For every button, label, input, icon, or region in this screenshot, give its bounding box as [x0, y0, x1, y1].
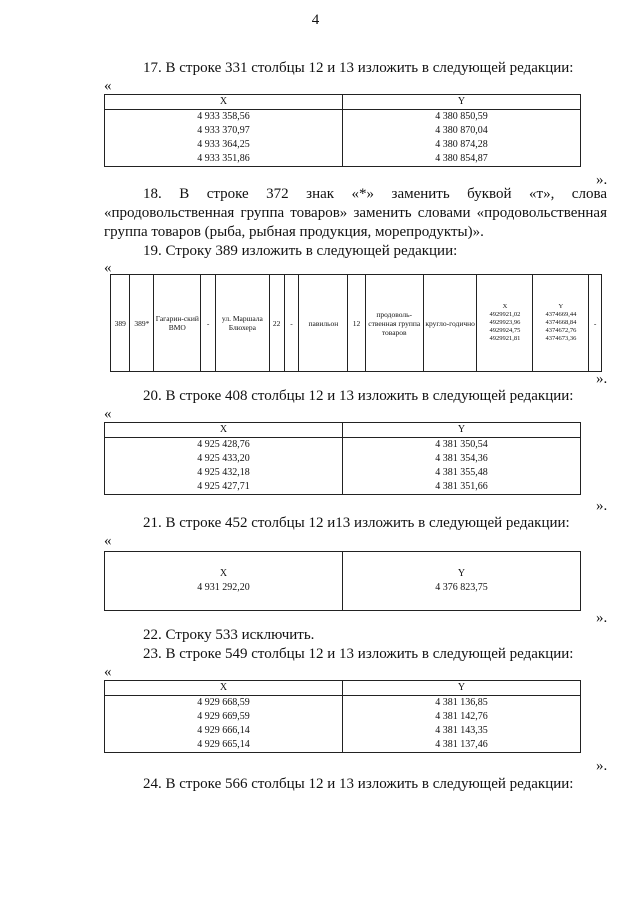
y-value: 4 381 354,36 [435, 453, 488, 464]
y-header: Y [343, 681, 581, 696]
x-value: 4 925 432,18 [197, 467, 250, 478]
y-header: Y [343, 95, 581, 110]
y-value: 4 381 355,48 [435, 467, 488, 478]
coordinates-table-3 [104, 551, 581, 611]
x-value: 4 925 428,76 [197, 439, 250, 450]
y-header: Y [343, 423, 581, 438]
item-20-text: 20. В строке 408 столбцы 12 и 13 изложить в следующей редакции: [143, 388, 574, 404]
x-values [105, 438, 343, 495]
page-number: 4 [311, 12, 320, 28]
item-24-text: 24. В строке 566 столбцы 12 и 13 изложить в следующей редакции: [143, 776, 574, 792]
x-coordinates [477, 275, 533, 372]
product-group: продоволь-ственная группа товаров [365, 275, 423, 372]
y-value: 4374672,76 [545, 327, 577, 334]
close-quote: ». [596, 610, 608, 626]
open-quote: « [104, 78, 112, 94]
item-22-text: 22. Строку 533 исключить. [143, 627, 315, 643]
y-value: 4 381 143,35 [435, 725, 488, 736]
y-value: 4 381 351,66 [435, 481, 488, 492]
y-coordinates [533, 275, 589, 372]
y-values [343, 438, 581, 495]
open-quote: « [104, 533, 112, 549]
x-value: 4 929 669,59 [197, 711, 250, 722]
close-quote: ». [596, 498, 608, 514]
open-quote: « [104, 260, 112, 276]
x-value: 4 931 292,20 [197, 582, 250, 593]
x-header: X [105, 423, 343, 438]
y-header: Y [558, 303, 564, 310]
x-value: 4 933 351,86 [197, 153, 250, 164]
y-value: 4 380 850,59 [435, 111, 488, 122]
x-header: X [219, 568, 228, 579]
y-value: 4 381 136,85 [435, 697, 488, 708]
x-value: 4929924,75 [489, 327, 521, 334]
item-18-line-3: группа товаров (рыба, рыбная продукция, морепродукты)». [104, 224, 484, 240]
x-values [105, 110, 343, 167]
dash-cell: - [201, 275, 216, 372]
y-value: 4 381 142,76 [435, 711, 488, 722]
item-19-text: 19. Строку 389 изложить в следующей редакции: [143, 243, 458, 259]
y-header: Y [457, 568, 466, 579]
x-header: X [502, 303, 508, 310]
x-value: 4 925 427,71 [197, 481, 250, 492]
open-quote: « [104, 406, 112, 422]
item-17-text: 17. В строке 331 столбцы 12 и 13 изложить в следующей редакции: [143, 60, 574, 76]
x-value: 4 933 358,56 [197, 111, 250, 122]
x-value: 4929923,96 [489, 319, 521, 326]
y-value: 4374668,84 [545, 319, 577, 326]
y-values [343, 696, 581, 753]
open-quote: « [104, 664, 112, 680]
x-value: 4 929 666,14 [197, 725, 250, 736]
item-21-text: 21. В строке 452 столбцы 12 и13 изложить в следующей редакции: [143, 515, 570, 531]
object-type: павильон [299, 275, 348, 372]
x-value: 4 925 433,20 [197, 453, 250, 464]
district: Гагарин-ский ВМО [154, 275, 201, 372]
street: ул. Маршала Блюхера [216, 275, 270, 372]
y-value: 4 380 874,28 [435, 139, 488, 150]
y-value: 4 381 350,54 [435, 439, 488, 450]
x-value: 4 933 370,97 [197, 125, 250, 136]
close-quote: ». [596, 371, 608, 387]
x-cell [105, 552, 343, 611]
row-number: 389 [111, 275, 130, 372]
x-value: 4929921,02 [489, 311, 521, 318]
dash-cell: - [284, 275, 299, 372]
close-quote: ». [596, 758, 608, 774]
item-18-line-1: 18. В строке 372 знак «*» заменить буквой «т», слова [143, 186, 607, 202]
coordinates-table-4 [104, 680, 581, 753]
period: кругло-годично [423, 275, 477, 372]
row-389-table [110, 274, 602, 372]
y-cell [343, 552, 581, 611]
coordinates-table-2 [104, 422, 581, 495]
x-value: 4 929 665,14 [197, 739, 250, 750]
y-value: 4374669,44 [545, 311, 577, 318]
x-value: 4 933 364,25 [197, 139, 250, 150]
y-value: 4374673,36 [545, 335, 577, 342]
y-value: 4 381 137,46 [435, 739, 488, 750]
item-18-line-2: «продовольственная группа товаров» заменить словами «продовольственная [104, 205, 607, 221]
x-header: X [105, 681, 343, 696]
close-quote: ». [596, 172, 608, 188]
x-values [105, 696, 343, 753]
x-header: X [105, 95, 343, 110]
y-value: 4 380 854,87 [435, 153, 488, 164]
x-value: 4 929 668,59 [197, 697, 250, 708]
y-value: 4 380 870,04 [435, 125, 488, 136]
dash-cell: - [589, 275, 602, 372]
x-value: 4929921,81 [489, 335, 521, 342]
house-number: 22 [269, 275, 284, 372]
area: 12 [348, 275, 365, 372]
row-code: 389* [130, 275, 154, 372]
item-23-text: 23. В строке 549 столбцы 12 и 13 изложить в следующей редакции: [143, 646, 574, 662]
coordinates-table-1 [104, 94, 581, 167]
y-value: 4 376 823,75 [435, 582, 488, 593]
y-values [343, 110, 581, 167]
